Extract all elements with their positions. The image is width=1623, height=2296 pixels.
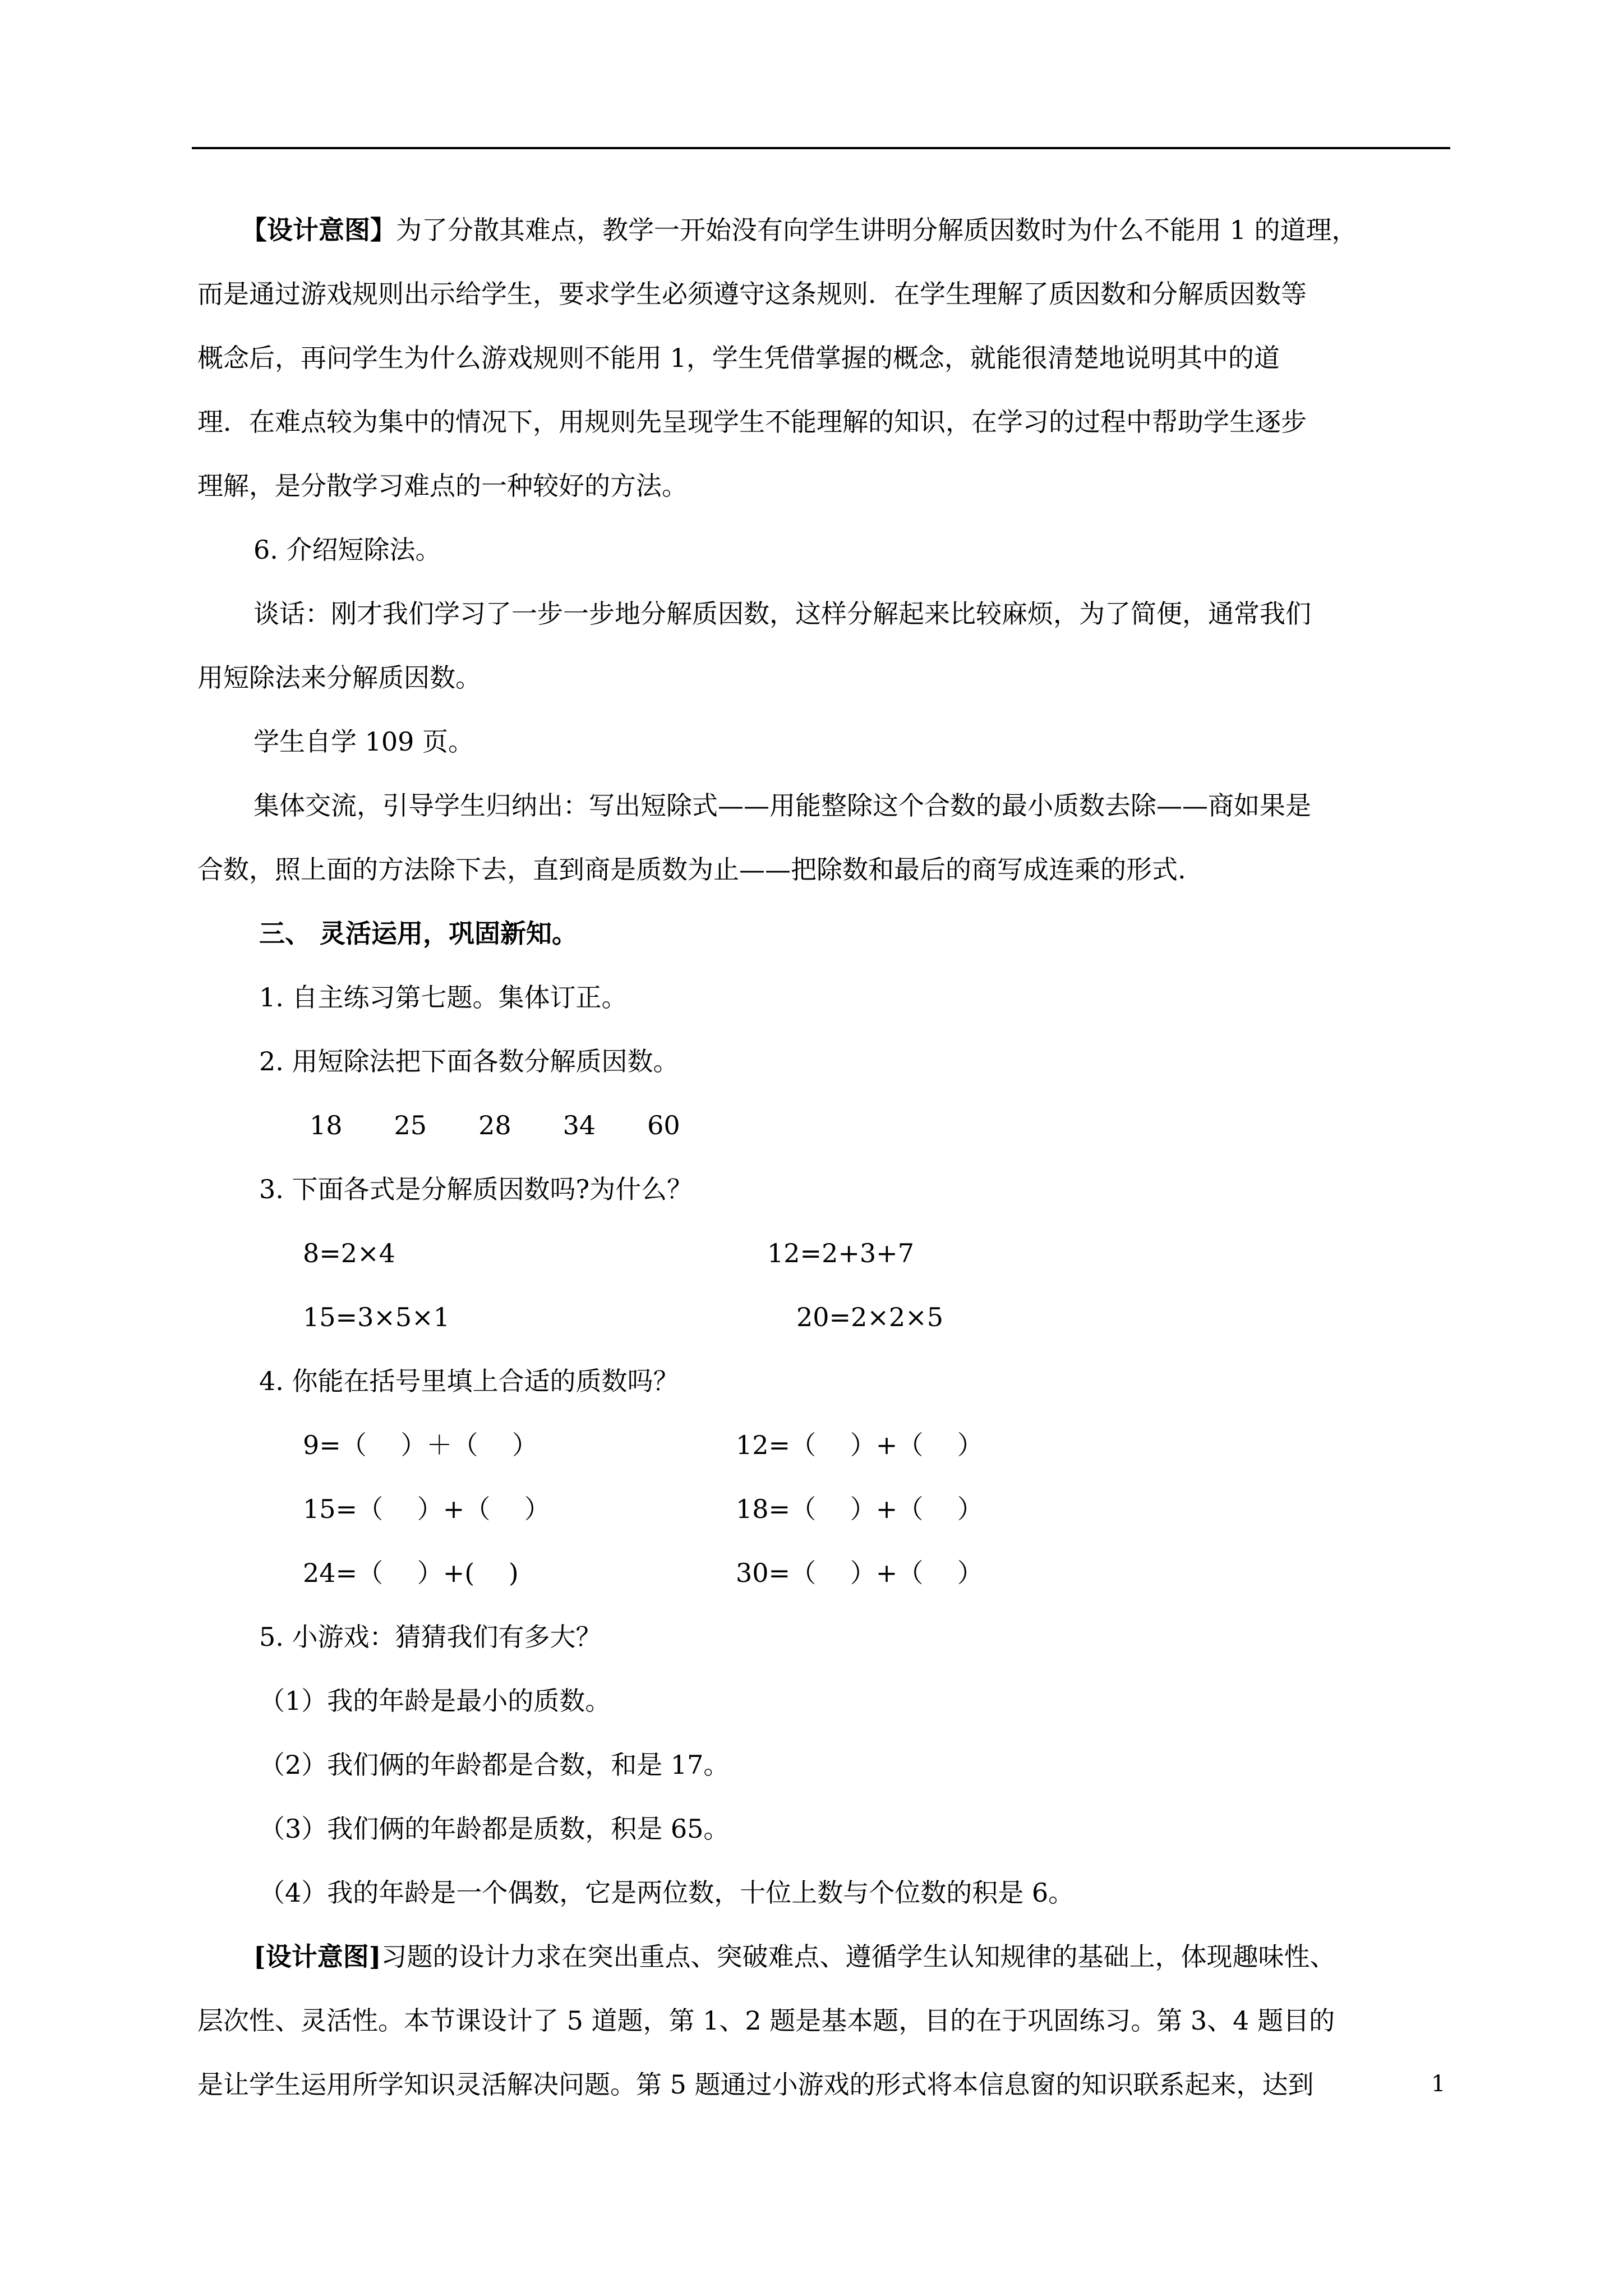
game-clue: （1）我的年龄是最小的质数。 [259,1686,611,1716]
fill-blank: 15=（ ）+（ ） [303,1494,550,1524]
equation: 15=3×5×1 [303,1302,450,1332]
fill-blank: 30=（ ）+（ ） [736,1558,983,1588]
game-clue: （3）我们俩的年龄都是质数，积是 65。 [259,1814,730,1844]
paragraph-line: 合数，照上面的方法除下去，直到商是质数为止——把除数和最后的商写成连乘的形式. [197,854,1186,885]
section-3-heading: 三、 灵活运用，巩固新知。 [259,918,578,949]
header-rule [192,147,1450,149]
paragraph-line: 是让学生运用所学知识灵活解决问题。第 5 题通过小游戏的形式将本信息窗的知识联系起来，达到 [197,2069,1314,2100]
design-intent-label: [设计意图] [253,1941,381,1972]
fill-blank: 18=（ ）+（ ） [736,1494,983,1524]
fill-blank: 12=（ ）+（ ） [736,1430,983,1460]
exercise-1: 1. 自主练习第七题。集体订正。 [259,982,628,1013]
design-intent-line-1: 【设计意图】为了分散其难点，教学一开始没有向学生讲明分解质因数时为什么不能用 1 的道理， [241,215,1358,245]
paragraph-line: 用短除法来分解质因数。 [197,662,481,693]
paragraph-line: 学生自学 109 页。 [253,726,474,757]
paragraph-line: 层次性、灵活性。本节课设计了 5 道题，第 1、2 题是基本题，目的在于巩固练习。第 3、4 题目的 [197,2005,1335,2036]
exercise-2-numbers: 18 25 28 34 60 [310,1110,680,1140]
equation: 20=2×2×5 [796,1302,943,1332]
game-clue: （2）我们俩的年龄都是合数，和是 17。 [259,1750,730,1780]
equation: 8=2×4 [303,1238,395,1268]
equation: 12=2+3+7 [767,1238,914,1268]
exercise-3: 3. 下面各式是分解质因数吗?为什么？ [259,1174,693,1204]
design-intent-line-2: [设计意图]习题的设计力求在突出重点、突破难点、遵循学生认知规律的基础上，体现趣味性、 [253,1941,1336,1972]
fill-blank: 9=（ ）＋（ ） [303,1430,538,1460]
paragraph-line: 概念后，再问学生为什么游戏规则不能用 1，学生凭借掌握的概念，就能很清楚地说明其中的道 [197,343,1280,373]
exercise-2: 2. 用短除法把下面各数分解质因数。 [259,1046,679,1076]
exercise-4: 4. 你能在括号里填上合适的质数吗？ [259,1366,679,1396]
paragraph-line: 理．在难点较为集中的情况下，用规则先呈现学生不能理解的知识，在学习的过程中帮助学生逐步 [197,407,1307,437]
fill-blank: 24=（ ）+( ) [303,1558,519,1588]
section-6-heading: 6. 介绍短除法。 [253,535,441,565]
paragraph-line: 谈话：刚才我们学习了一步一步地分解质因数，这样分解起来比较麻烦，为了简便，通常我们 [253,599,1311,629]
paragraph-line: 理解，是分散学习难点的一种较好的方法。 [197,471,688,501]
paragraph-line: 而是通过游戏规则出示给学生，要求学生必须遵守这条规则．在学生理解了质因数和分解质因数等 [197,279,1307,309]
paragraph-line: 集体交流，引导学生归纳出：写出短除式——用能整除这个合数的最小质数去除——商如果是 [253,790,1311,821]
game-clue: （4）我的年龄是一个偶数，它是两位数，十位上数与个位数的积是 6。 [259,1878,1075,1908]
exercise-5: 5. 小游戏：猜猜我们有多大？ [259,1622,602,1652]
page-number: 1 [1431,2071,1446,2097]
design-intent-label: 【设计意图】 [241,215,396,245]
